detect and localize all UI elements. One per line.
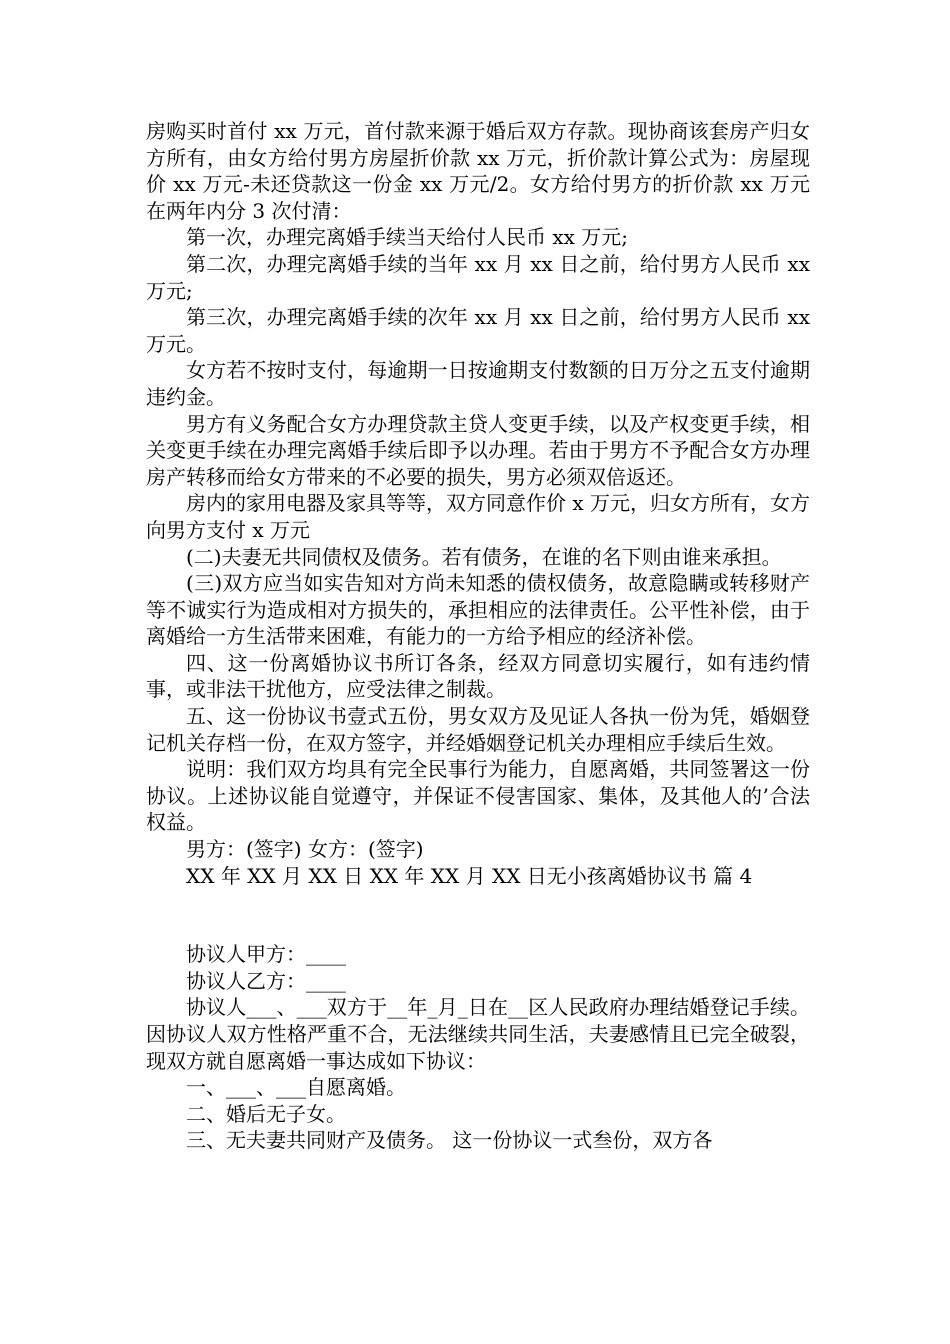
paragraph-date-heading: XX 年 XX 月 XX 日 XX 年 XX 月 XX 日无小孩离婚协议书 篇 4	[186, 863, 753, 888]
section-gap	[146, 889, 810, 941]
paragraph-signatures: 男方：(签字) 女方：(签字)	[186, 837, 424, 862]
paragraph-article-five: 五、这一份协议书壹式五份，男女双方及见证人各执一份为凭，婚姻登记机关存档一份，在双方签字，并经婚姻登记机关办理相应手续后生效。	[146, 704, 810, 755]
paragraph-party-a: 协议人甲方：____	[186, 942, 346, 967]
paragraph-disclosure: (三)双方应当如实告知对方尚未知悉的债权债务，故意隐瞒或转移财产等不诚实行为造成相对方损失的，承担相应的法律责任。公平性补偿，由于离婚给一方生活带来困难，有能力的一方给予相应的经济补偿。	[146, 571, 810, 649]
paragraph-item-one: 一、___、___自愿离婚。	[186, 1075, 406, 1100]
paragraph-explanation: 说明：我们双方均具有完全民事行为能力，自愿离婚，共同签署这一份协议。上述协议能自觉遵守，并保证不侵害国家、集体，及其他人的’合法权益。	[146, 757, 810, 835]
paragraph-furniture: 房内的家用电器及家具等等，双方同意作价 x 万元，归女方所有，女方向男方支付 x 万元	[146, 491, 810, 542]
paragraph-second-payment: 第二次，办理完离婚手续的当年 xx 月 xx 日之前，给付男方人民币 xx 万元;	[146, 251, 810, 303]
document-body	[146, 118, 810, 1154]
paragraph-third-payment: 第三次，办理完离婚手续的次年 xx 月 xx 日之前，给付男方人民币 xx 万元。	[146, 305, 810, 356]
paragraph-marriage-registration: 协议人___、___双方于__年_月_日在__区人民政府办理结婚登记手续。因协议人双方性格严重不合，无法继续共同生活，夫妻感情且已完全破裂，现双方就自愿离婚一事达成如下协议：	[146, 995, 810, 1073]
paragraph-item-two: 二、婚后无子女。	[186, 1101, 346, 1126]
paragraph-party-b: 协议人乙方：____	[186, 968, 346, 993]
paragraph-debts: (二)夫妻无共同债权及债务。若有债务，在谁的名下则由谁来承担。	[186, 544, 782, 569]
paragraph-loan-transfer: 男方有义务配合女方办理贷款主贷人变更手续，以及产权变更手续，相关变更手续在办理完离婚手续后即予以办理。若由于男方不予配合女方办理房产转移而给女方带来的不必要的损失，男方必须双倍返还。	[146, 411, 810, 489]
paragraph-late-penalty: 女方若不按时支付，每逾期一日按逾期支付数额的日万分之五支付逾期违约金。	[146, 358, 810, 409]
paragraph-first-payment: 第一次，办理完离婚手续当天给付人民币 xx 万元;	[186, 225, 629, 250]
paragraph-item-three: 三、无夫妻共同财产及债务。 这一份协议一式叁份，双方各	[186, 1128, 713, 1153]
paragraph-house-payment: 房购买时首付 xx 万元，首付款来源于婚后双方存款。现协商该套房产归女方所有，由女方给付男方房屋折价款 xx 万元，折价款计算公式为：房屋现价 xx 万元-未还贷款这一份金 xx 万元/2。女方给付男方的折价款 xx 万元在两年内分 3 次付清：	[146, 119, 810, 223]
paragraph-article-four: 四、这一份离婚协议书所订各条，经双方同意切实履行，如有违约情事，或非法干扰他方，应受法律之制裁。	[146, 650, 810, 702]
